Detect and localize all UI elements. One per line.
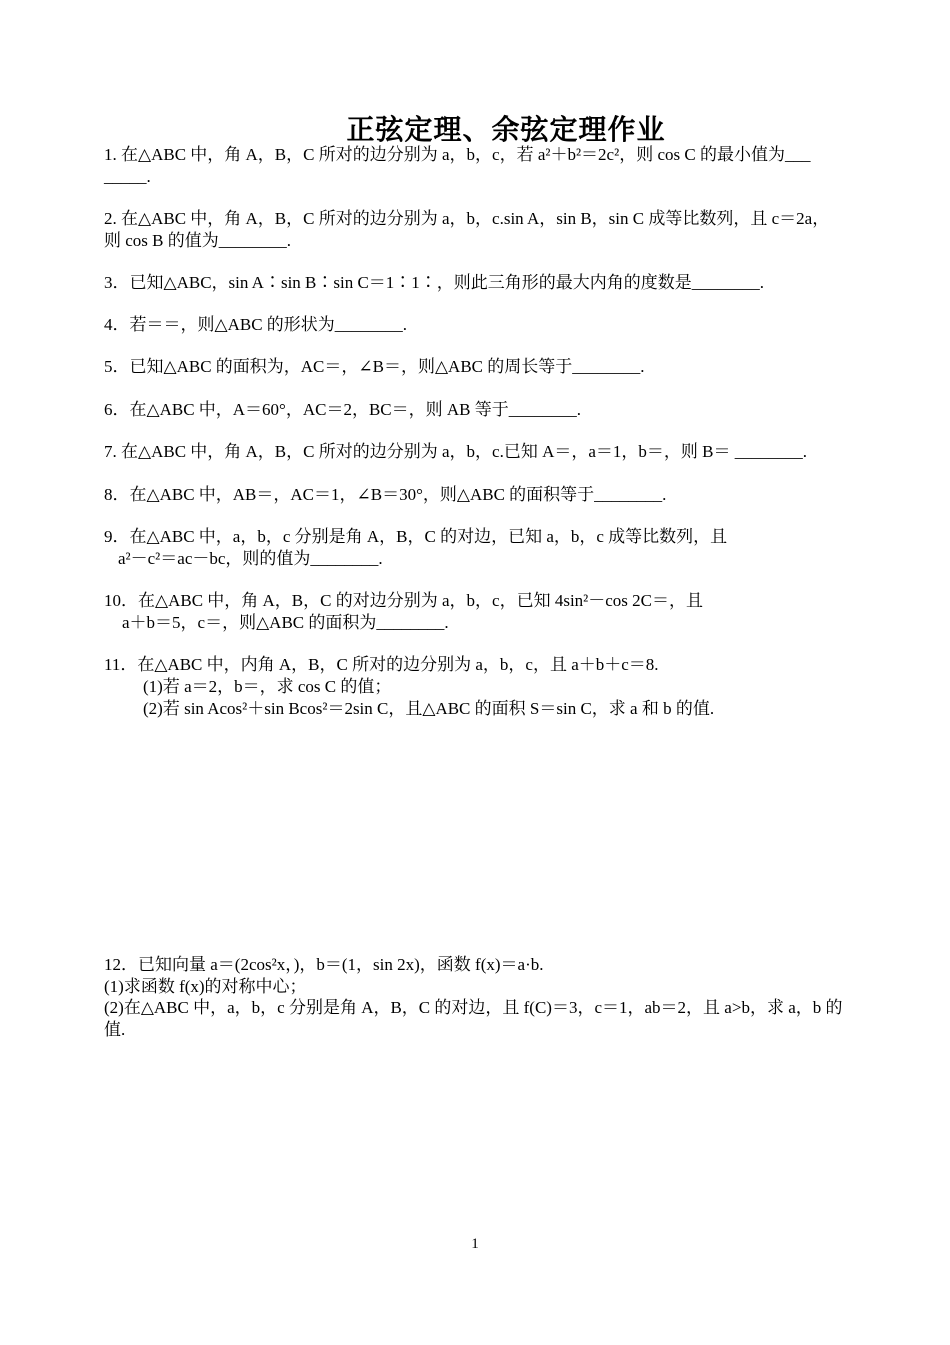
question-7: 7. 在△ABC 中，角 A，B，C 所对的边分别为 a，b，c.已知 A＝，a＝1，b＝，则 B＝ ________. xyxy=(104,442,807,461)
question-2-line-2: 则 cos B 的值为________. xyxy=(104,231,291,250)
question-11-part-1: (1)若 a＝2，b＝，求 cos C 的值； xyxy=(143,677,392,696)
question-11-line-1: 11．在△ABC 中，内角 A，B，C 所对的边分别为 a，b，c，且 a＋b＋c＝8. xyxy=(104,655,659,674)
question-12-part-2: (2)在△ABC 中，a，b，c 分别是角 A，B，C 的对边，且 f(C)＝3，c＝1，ab＝2，且 a>b，求 a，b 的 xyxy=(104,998,843,1017)
page-number: 1 xyxy=(471,1236,479,1252)
question-2-line-1: 2. 在△ABC 中，角 A，B，C 所对的边分别为 a，b，c.sin A，sin B，sin C 成等比数列，且 c＝2a， xyxy=(104,209,830,228)
question-11-part-2: (2)若 sin Acos²＋sin Bcos²＝2sin C，且△ABC 的面积 S＝sin C，求 a 和 b 的值. xyxy=(143,699,715,718)
question-10-line-1: 10．在△ABC 中，角 A，B，C 的对边分别为 a，b，c，已知 4sin²－cos 2C＝，且 xyxy=(104,591,704,610)
question-8: 8．在△ABC 中，AB＝，AC＝1，∠B＝30°，则△ABC 的面积等于________. xyxy=(104,485,667,504)
question-1-line-2: _____. xyxy=(104,167,151,186)
question-3: 3．已知△ABC，sin A∶sin B∶sin C＝1∶1∶，则此三角形的最大内角的度数是________. xyxy=(104,273,765,292)
question-10-line-2: a＋b＝5，c＝，则△ABC 的面积为________. xyxy=(122,613,449,632)
question-4: 4．若＝＝，则△ABC 的形状为________. xyxy=(104,315,408,334)
question-12-line-1: 12．已知向量 a＝(2cos²x，)，b＝(1，sin 2x)，函数 f(x)＝a·b. xyxy=(104,955,544,974)
question-9-line-1: 9．在△ABC 中，a，b，c 分别是角 A，B，C 的对边，已知 a，b，c 成等比数列，且 xyxy=(104,527,728,546)
question-9-line-2: a²－c²＝ac－bc，则的值为________. xyxy=(118,549,383,568)
question-1-line-1: 1. 在△ABC 中，角 A，B，C 所对的边分别为 a，b，c，若 a²＋b²＝2c²，则 cos C 的最小值为___ xyxy=(104,145,811,164)
question-12-part-1: (1)求函数 f(x)的对称中心； xyxy=(104,977,307,996)
question-5: 5．已知△ABC 的面积为，AC＝，∠B＝，则△ABC 的周长等于________. xyxy=(104,357,645,376)
question-6: 6．在△ABC 中，A＝60°，AC＝2，BC＝，则 AB 等于________. xyxy=(104,400,582,419)
question-12-part-2-cont: 值. xyxy=(104,1020,126,1039)
page-title: 正弦定理、余弦定理作业 xyxy=(346,113,666,146)
